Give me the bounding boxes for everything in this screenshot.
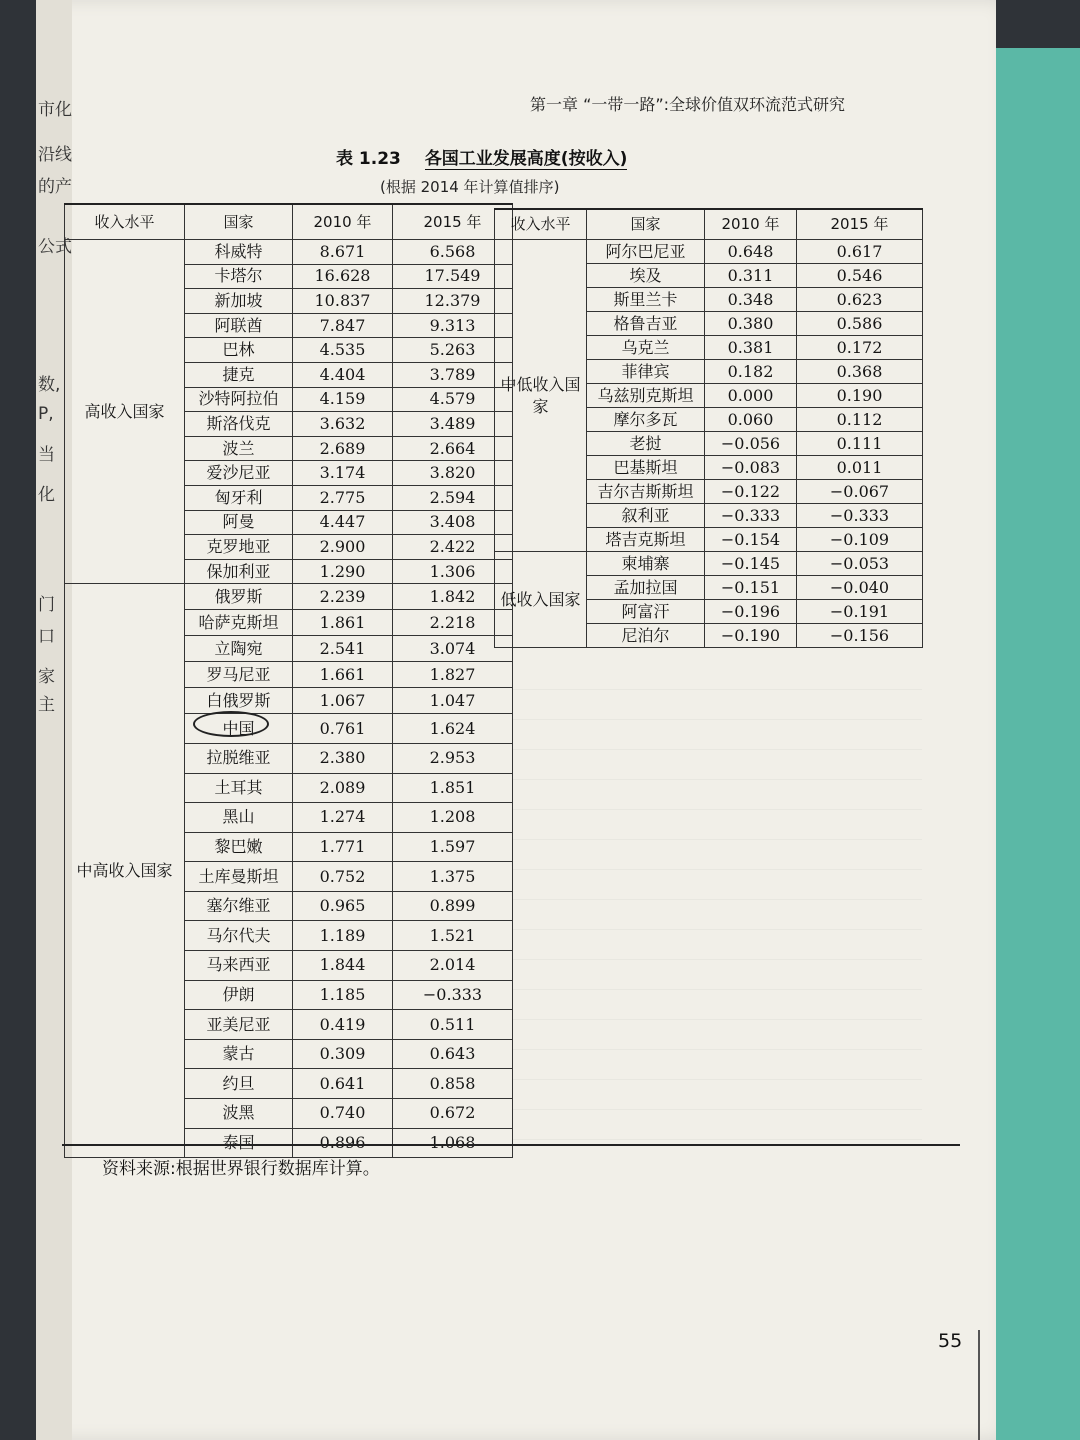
value-2015-cell: 2.422 xyxy=(393,535,513,560)
value-2015-cell: 0.617 xyxy=(797,240,923,264)
table-title-text: 各国工业发展高度(按收入) xyxy=(424,149,628,169)
value-2015-cell: 3.408 xyxy=(393,510,513,535)
running-head: 第一章 “一带一路”:全球价值双环流范式研究 xyxy=(530,95,846,114)
value-2010-cell: 0.182 xyxy=(705,360,797,384)
country-cell: 土库曼斯坦 xyxy=(185,862,293,892)
value-2010-cell: 0.648 xyxy=(705,240,797,264)
value-2010-cell: −0.083 xyxy=(705,456,797,480)
country-cell: 俄罗斯 xyxy=(185,584,293,610)
value-2010-cell: 0.641 xyxy=(293,1069,393,1099)
country-cell: 巴基斯坦 xyxy=(587,456,705,480)
value-2010-cell: 2.900 xyxy=(293,535,393,560)
country-cell: 黎巴嫩 xyxy=(185,832,293,862)
country-cell: 泰国 xyxy=(185,1128,293,1158)
value-2015-cell: 1.047 xyxy=(393,688,513,714)
facing-page-text-fragment: 口 xyxy=(38,627,55,647)
value-2015-cell: 1.827 xyxy=(393,662,513,688)
table-row xyxy=(495,552,923,576)
value-2010-cell: 16.628 xyxy=(293,264,393,289)
country-cell: 叙利亚 xyxy=(587,504,705,528)
country-cell: 尼泊尔 xyxy=(587,624,705,648)
value-2010-cell: −0.154 xyxy=(705,528,797,552)
table-subtitle: (根据 2014 年计算值排序) xyxy=(380,178,560,196)
facing-page-text-fragment: P, xyxy=(38,404,54,424)
country-cell: 阿富汗 xyxy=(587,600,705,624)
facing-page-text-fragment: 化 xyxy=(38,485,55,505)
value-2010-cell: 0.000 xyxy=(705,384,797,408)
header-year-2010: 2010 年 xyxy=(705,209,797,240)
value-2010-cell: 4.404 xyxy=(293,362,393,387)
value-2015-cell: 0.172 xyxy=(797,336,923,360)
value-2010-cell: 0.896 xyxy=(293,1128,393,1158)
value-2015-cell: −0.067 xyxy=(797,480,923,504)
value-2015-cell: 1.306 xyxy=(393,559,513,584)
header-income-level: 收入水平 xyxy=(65,204,185,240)
value-2010-cell: −0.190 xyxy=(705,624,797,648)
country-cell: 沙特阿拉伯 xyxy=(185,387,293,412)
header-year-2015: 2015 年 xyxy=(393,204,513,240)
value-2015-cell: 17.549 xyxy=(393,264,513,289)
country-cell: 伊朗 xyxy=(185,980,293,1010)
country-cell: 阿联酋 xyxy=(185,313,293,338)
country-cell: 摩尔多瓦 xyxy=(587,408,705,432)
value-2015-cell: 0.643 xyxy=(393,1039,513,1069)
value-2015-cell: 3.820 xyxy=(393,461,513,486)
facing-page-text-fragment: 门 xyxy=(38,595,55,615)
value-2015-cell: 2.218 xyxy=(393,610,513,636)
table-header-row xyxy=(65,204,513,240)
facing-page-text-fragment: 公式 xyxy=(38,237,72,257)
country-cell: 拉脱维亚 xyxy=(185,743,293,773)
value-2010-cell: 1.189 xyxy=(293,921,393,951)
income-level-cell: 中高收入国家 xyxy=(65,584,185,1158)
value-2015-cell: 0.586 xyxy=(797,312,923,336)
facing-page-text-fragment: 家 xyxy=(38,667,55,687)
value-2015-cell: 0.111 xyxy=(797,432,923,456)
table-row xyxy=(65,584,513,610)
country-cell: 乌克兰 xyxy=(587,336,705,360)
country-cell: 老挝 xyxy=(587,432,705,456)
value-2010-cell: −0.056 xyxy=(705,432,797,456)
country-cell: 吉尔吉斯斯坦 xyxy=(587,480,705,504)
country-cell: 波黑 xyxy=(185,1099,293,1129)
header-country: 国家 xyxy=(185,204,293,240)
value-2015-cell: 12.379 xyxy=(393,289,513,314)
source-note: 资料来源:根据世界银行数据库计算。 xyxy=(102,1159,380,1179)
value-2015-cell: 5.263 xyxy=(393,338,513,363)
country-cell: 黑山 xyxy=(185,803,293,833)
value-2010-cell: 2.775 xyxy=(293,485,393,510)
value-2010-cell: −0.122 xyxy=(705,480,797,504)
value-2015-cell: 0.511 xyxy=(393,1010,513,1040)
value-2015-cell: 0.623 xyxy=(797,288,923,312)
country-cell: 孟加拉国 xyxy=(587,576,705,600)
page-edge-line xyxy=(978,1330,980,1440)
header-year-2015: 2015 年 xyxy=(797,209,923,240)
country-cell: 马来西亚 xyxy=(185,951,293,981)
country-cell: 克罗地亚 xyxy=(185,535,293,560)
value-2010-cell: 4.159 xyxy=(293,387,393,412)
country-cell: 马尔代夫 xyxy=(185,921,293,951)
country-cell: 中国 xyxy=(185,714,293,744)
table-row xyxy=(495,240,923,264)
value-2015-cell: 1.624 xyxy=(393,714,513,744)
country-cell: 格鲁吉亚 xyxy=(587,312,705,336)
country-cell: 亚美尼亚 xyxy=(185,1010,293,1040)
value-2015-cell: 9.313 xyxy=(393,313,513,338)
value-2015-cell: 3.789 xyxy=(393,362,513,387)
value-2010-cell: 2.380 xyxy=(293,743,393,773)
value-2010-cell: 2.541 xyxy=(293,636,393,662)
country-cell: 保加利亚 xyxy=(185,559,293,584)
country-cell: 巴林 xyxy=(185,338,293,363)
value-2010-cell: 0.348 xyxy=(705,288,797,312)
value-2010-cell: 2.689 xyxy=(293,436,393,461)
country-cell: 科威特 xyxy=(185,240,293,265)
country-cell: 土耳其 xyxy=(185,773,293,803)
value-2015-cell: 3.489 xyxy=(393,412,513,437)
facing-page-text-fragment: 市化 xyxy=(38,100,72,120)
value-2010-cell: 4.447 xyxy=(293,510,393,535)
value-2015-cell: 0.190 xyxy=(797,384,923,408)
value-2015-cell: 1.851 xyxy=(393,773,513,803)
country-cell: 阿曼 xyxy=(185,510,293,535)
value-2015-cell: 0.672 xyxy=(393,1099,513,1129)
country-cell: 菲律宾 xyxy=(587,360,705,384)
country-cell: 乌兹别克斯坦 xyxy=(587,384,705,408)
value-2010-cell: 1.274 xyxy=(293,803,393,833)
value-2010-cell: 3.632 xyxy=(293,412,393,437)
country-cell: 波兰 xyxy=(185,436,293,461)
country-cell: 卡塔尔 xyxy=(185,264,293,289)
table-bottom-rule xyxy=(62,1144,960,1146)
show-through-texture xyxy=(512,660,922,1140)
country-cell: 斯洛伐克 xyxy=(185,412,293,437)
value-2010-cell: 0.419 xyxy=(293,1010,393,1040)
value-2015-cell: −0.109 xyxy=(797,528,923,552)
value-2010-cell: 1.661 xyxy=(293,662,393,688)
country-cell: 匈牙利 xyxy=(185,485,293,510)
country-cell: 蒙古 xyxy=(185,1039,293,1069)
country-cell: 哈萨克斯坦 xyxy=(185,610,293,636)
value-2010-cell: 1.290 xyxy=(293,559,393,584)
country-cell: 罗马尼亚 xyxy=(185,662,293,688)
country-cell: 白俄罗斯 xyxy=(185,688,293,714)
value-2010-cell: 1.067 xyxy=(293,688,393,714)
value-2010-cell: 0.380 xyxy=(705,312,797,336)
value-2015-cell: −0.053 xyxy=(797,552,923,576)
income-level-cell: 低收入国家 xyxy=(495,552,587,648)
value-2010-cell: 4.535 xyxy=(293,338,393,363)
right-data-table xyxy=(494,208,923,648)
value-2010-cell: 0.761 xyxy=(293,714,393,744)
value-2010-cell: 0.965 xyxy=(293,891,393,921)
value-2015-cell: −0.156 xyxy=(797,624,923,648)
value-2015-cell: −0.040 xyxy=(797,576,923,600)
country-cell: 约旦 xyxy=(185,1069,293,1099)
value-2010-cell: 0.381 xyxy=(705,336,797,360)
value-2015-cell: 0.858 xyxy=(393,1069,513,1099)
header-year-2010: 2010 年 xyxy=(293,204,393,240)
table-title xyxy=(336,144,627,169)
value-2015-cell: 1.208 xyxy=(393,803,513,833)
left-data-table xyxy=(64,203,513,1158)
value-2015-cell: 0.368 xyxy=(797,360,923,384)
value-2015-cell: 2.014 xyxy=(393,951,513,981)
value-2015-cell: 0.546 xyxy=(797,264,923,288)
value-2015-cell: 3.074 xyxy=(393,636,513,662)
value-2010-cell: 10.837 xyxy=(293,289,393,314)
value-2015-cell: 1.842 xyxy=(393,584,513,610)
value-2015-cell: 2.664 xyxy=(393,436,513,461)
value-2010-cell: 0.311 xyxy=(705,264,797,288)
value-2010-cell: 0.060 xyxy=(705,408,797,432)
value-2010-cell: −0.196 xyxy=(705,600,797,624)
value-2010-cell: 0.740 xyxy=(293,1099,393,1129)
table-number: 表 1.23 xyxy=(336,149,401,169)
table-header-row xyxy=(495,209,923,240)
value-2015-cell: 1.521 xyxy=(393,921,513,951)
header-income-level: 收入水平 xyxy=(495,209,587,240)
value-2010-cell: 1.771 xyxy=(293,832,393,862)
value-2010-cell: 2.089 xyxy=(293,773,393,803)
value-2015-cell: 6.568 xyxy=(393,240,513,265)
value-2015-cell: 1.375 xyxy=(393,862,513,892)
country-cell: 埃及 xyxy=(587,264,705,288)
value-2010-cell: −0.333 xyxy=(705,504,797,528)
country-cell: 阿尔巴尼亚 xyxy=(587,240,705,264)
country-cell: 新加坡 xyxy=(185,289,293,314)
country-cell: 柬埔寨 xyxy=(587,552,705,576)
value-2015-cell: 4.579 xyxy=(393,387,513,412)
value-2010-cell: 3.174 xyxy=(293,461,393,486)
value-2015-cell: −0.333 xyxy=(393,980,513,1010)
facing-page-text-fragment: 当 xyxy=(38,445,55,465)
income-level-cell: 中低收入国家 xyxy=(495,240,587,552)
country-cell: 爱沙尼亚 xyxy=(185,461,293,486)
income-level-cell: 高收入国家 xyxy=(65,240,185,584)
value-2015-cell: 2.594 xyxy=(393,485,513,510)
value-2010-cell: 1.844 xyxy=(293,951,393,981)
page-number: 55 xyxy=(938,1330,963,1352)
country-cell: 斯里兰卡 xyxy=(587,288,705,312)
header-country: 国家 xyxy=(587,209,705,240)
value-2010-cell: 1.185 xyxy=(293,980,393,1010)
value-2010-cell: 2.239 xyxy=(293,584,393,610)
value-2015-cell: 0.112 xyxy=(797,408,923,432)
facing-page-text-fragment: 数, xyxy=(38,375,61,395)
value-2010-cell: −0.145 xyxy=(705,552,797,576)
value-2010-cell: 7.847 xyxy=(293,313,393,338)
value-2010-cell: 0.309 xyxy=(293,1039,393,1069)
country-cell: 塞尔维亚 xyxy=(185,891,293,921)
value-2010-cell: 1.861 xyxy=(293,610,393,636)
value-2015-cell: 1.597 xyxy=(393,832,513,862)
value-2015-cell: 1.068 xyxy=(393,1128,513,1158)
country-cell: 立陶宛 xyxy=(185,636,293,662)
value-2015-cell: −0.333 xyxy=(797,504,923,528)
facing-page-text-fragment: 的产 xyxy=(38,177,72,197)
facing-page-text-fragment: 沿线 xyxy=(38,145,72,165)
value-2015-cell: 0.011 xyxy=(797,456,923,480)
value-2015-cell: 0.899 xyxy=(393,891,513,921)
table-row xyxy=(65,240,513,265)
value-2015-cell: 2.953 xyxy=(393,743,513,773)
value-2010-cell: 8.671 xyxy=(293,240,393,265)
value-2010-cell: −0.151 xyxy=(705,576,797,600)
value-2015-cell: −0.191 xyxy=(797,600,923,624)
facing-page-text-fragment: 主 xyxy=(38,695,55,715)
country-cell: 捷克 xyxy=(185,362,293,387)
country-cell: 塔吉克斯坦 xyxy=(587,528,705,552)
value-2010-cell: 0.752 xyxy=(293,862,393,892)
